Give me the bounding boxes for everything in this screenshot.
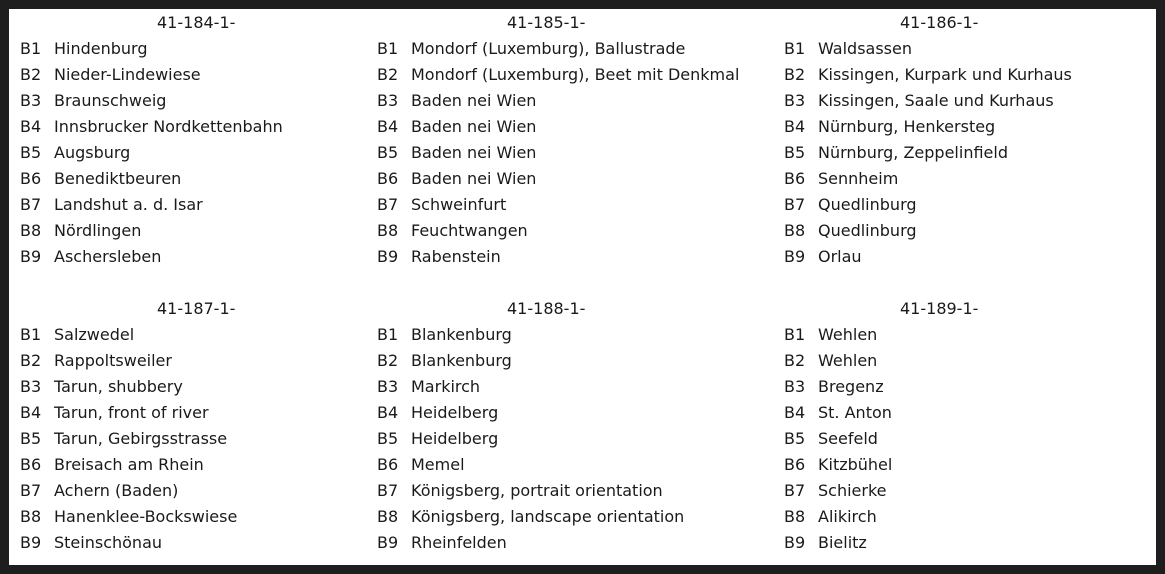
list-item [784, 530, 1165, 556]
item-name: Kissingen, Kurpark und Kurhaus [818, 65, 1072, 84]
item-code: B2 [20, 351, 42, 370]
list-item [20, 88, 420, 114]
item-name: Memel [411, 455, 465, 474]
item-code: B7 [20, 481, 42, 500]
item-code: B4 [20, 403, 42, 422]
list-item [20, 452, 420, 478]
list-item [20, 36, 420, 62]
item-code: B7 [377, 195, 399, 214]
list-item [377, 504, 777, 530]
item-name: Rheinfelden [411, 533, 507, 552]
item-code: B1 [20, 325, 42, 344]
catalog-group [377, 10, 777, 270]
list-item [377, 478, 777, 504]
catalog-group [377, 296, 777, 556]
item-name: Tarun, front of river [54, 403, 209, 422]
item-name: Innsbrucker Nordkettenbahn [54, 117, 283, 136]
list-item [377, 36, 777, 62]
item-name: Alikirch [818, 507, 877, 526]
item-name: Landshut a. d. Isar [54, 195, 203, 214]
list-item [377, 244, 777, 270]
list-item [377, 348, 777, 374]
item-code: B3 [784, 377, 806, 396]
item-code: B5 [784, 143, 806, 162]
list-item [20, 478, 420, 504]
item-name: Blankenburg [411, 325, 512, 344]
list-item [20, 400, 420, 426]
item-code: B8 [377, 221, 399, 240]
item-name: Nieder-Lindewiese [54, 65, 201, 84]
item-name: Breisach am Rhein [54, 455, 204, 474]
item-code: B6 [20, 169, 42, 188]
item-name: Wehlen [818, 351, 878, 370]
list-item [784, 244, 1165, 270]
item-name: Baden nei Wien [411, 117, 537, 136]
item-name: Rabenstein [411, 247, 501, 266]
list-item [784, 348, 1165, 374]
list-item [377, 62, 777, 88]
list-item [784, 192, 1165, 218]
list-item [377, 530, 777, 556]
item-name: St. Anton [818, 403, 892, 422]
group-title: 41-186-1- [900, 13, 979, 32]
item-code: B4 [20, 117, 42, 136]
item-name: Blankenburg [411, 351, 512, 370]
item-code: B7 [20, 195, 42, 214]
item-name: Steinschönau [54, 533, 163, 552]
list-item [784, 140, 1165, 166]
item-name: Braunschweig [54, 91, 167, 110]
list-item [20, 348, 420, 374]
item-name: Augsburg [54, 143, 131, 162]
item-code: B6 [784, 455, 806, 474]
list-item [20, 374, 420, 400]
item-code: B9 [377, 247, 399, 266]
item-code: B8 [20, 507, 42, 526]
item-code: B6 [20, 455, 42, 474]
group-title: 41-188-1- [507, 299, 586, 318]
item-code: B1 [20, 39, 42, 58]
list-item [784, 114, 1165, 140]
list-item [377, 400, 777, 426]
item-code: B4 [784, 403, 806, 422]
item-name: Wehlen [818, 325, 878, 344]
list-item [20, 62, 420, 88]
item-code: B7 [377, 481, 399, 500]
catalog-group [20, 296, 420, 556]
item-name: Baden nei Wien [411, 91, 537, 110]
catalog-group [20, 10, 420, 270]
list-item [20, 192, 420, 218]
group-title: 41-189-1- [900, 299, 979, 318]
list-item [784, 166, 1165, 192]
item-name: Kissingen, Saale und Kurhaus [818, 91, 1054, 110]
list-item [377, 452, 777, 478]
item-code: B5 [20, 429, 42, 448]
list-item [377, 166, 777, 192]
item-name: Seefeld [818, 429, 878, 448]
list-item [784, 426, 1165, 452]
catalog-group [784, 296, 1165, 556]
list-item [377, 322, 777, 348]
item-code: B5 [377, 429, 399, 448]
item-name: Bielitz [818, 533, 867, 552]
list-item [377, 192, 777, 218]
item-code: B9 [784, 247, 806, 266]
list-item [377, 218, 777, 244]
item-code: B1 [784, 325, 806, 344]
item-code: B5 [377, 143, 399, 162]
list-item [377, 426, 777, 452]
item-name: Nürnburg, Henkersteg [818, 117, 996, 136]
item-name: Kitzbühel [818, 455, 893, 474]
item-code: B2 [20, 65, 42, 84]
item-name: Bregenz [818, 377, 884, 396]
list-item [20, 218, 420, 244]
item-name: Rappoltsweiler [54, 351, 172, 370]
item-name: Schweinfurt [411, 195, 507, 214]
group-title: 41-184-1- [157, 13, 236, 32]
item-code: B7 [784, 481, 806, 500]
item-code: B9 [20, 533, 42, 552]
list-item [784, 452, 1165, 478]
item-name: Mondorf (Luxemburg), Ballustrade [411, 39, 686, 58]
item-name: Waldsassen [818, 39, 912, 58]
item-name: Aschersleben [54, 247, 162, 266]
item-code: B6 [377, 169, 399, 188]
item-name: Hindenburg [54, 39, 148, 58]
group-title: 41-187-1- [157, 299, 236, 318]
list-item [377, 88, 777, 114]
item-name: Tarun, Gebirgsstrasse [54, 429, 228, 448]
list-item [784, 62, 1165, 88]
item-code: B3 [377, 377, 399, 396]
item-name: Achern (Baden) [54, 481, 179, 500]
item-code: B1 [377, 325, 399, 344]
item-code: B7 [784, 195, 806, 214]
item-code: B3 [784, 91, 806, 110]
item-code: B3 [20, 91, 42, 110]
item-name: Sennheim [818, 169, 899, 188]
item-code: B9 [377, 533, 399, 552]
item-code: B8 [784, 507, 806, 526]
item-code: B2 [784, 65, 806, 84]
item-code: B6 [784, 169, 806, 188]
list-item [377, 374, 777, 400]
item-name: Orlau [818, 247, 862, 266]
list-item [784, 504, 1165, 530]
list-item [20, 114, 420, 140]
item-code: B9 [784, 533, 806, 552]
item-name: Baden nei Wien [411, 169, 537, 188]
list-item [377, 114, 777, 140]
list-item [784, 478, 1165, 504]
item-name: Benediktbeuren [54, 169, 182, 188]
list-item [20, 322, 420, 348]
item-code: B4 [377, 403, 399, 422]
list-item [784, 36, 1165, 62]
item-name: Nördlingen [54, 221, 142, 240]
item-name: Königsberg, landscape orientation [411, 507, 685, 526]
item-name: Quedlinburg [818, 221, 917, 240]
list-item [20, 426, 420, 452]
item-code: B2 [377, 65, 399, 84]
list-item [377, 140, 777, 166]
list-item [20, 166, 420, 192]
list-item [784, 218, 1165, 244]
list-item [784, 88, 1165, 114]
item-name: Schierke [818, 481, 887, 500]
item-name: Quedlinburg [818, 195, 917, 214]
list-item [20, 244, 420, 270]
item-code: B2 [784, 351, 806, 370]
item-code: B8 [20, 221, 42, 240]
list-item [20, 504, 420, 530]
item-code: B9 [20, 247, 42, 266]
item-code: B4 [784, 117, 806, 136]
item-name: Markirch [411, 377, 481, 396]
item-code: B2 [377, 351, 399, 370]
item-code: B8 [377, 507, 399, 526]
list-item [20, 530, 420, 556]
list-item [784, 322, 1165, 348]
item-code: B3 [377, 91, 399, 110]
list-item [20, 140, 420, 166]
catalog-group [784, 10, 1165, 270]
item-code: B1 [377, 39, 399, 58]
item-code: B5 [784, 429, 806, 448]
item-name: Königsberg, portrait orientation [411, 481, 663, 500]
item-name: Hanenklee-Bockswiese [54, 507, 238, 526]
item-name: Heidelberg [411, 403, 499, 422]
item-name: Feuchtwangen [411, 221, 528, 240]
item-name: Mondorf (Luxemburg), Beet mit Denkmal [411, 65, 740, 84]
item-name: Baden nei Wien [411, 143, 537, 162]
item-name: Salzwedel [54, 325, 135, 344]
list-item [784, 400, 1165, 426]
item-code: B3 [20, 377, 42, 396]
item-name: Nürnburg, Zeppelinfield [818, 143, 1008, 162]
item-code: B5 [20, 143, 42, 162]
item-code: B6 [377, 455, 399, 474]
item-code: B1 [784, 39, 806, 58]
list-item [784, 374, 1165, 400]
group-title: 41-185-1- [507, 13, 586, 32]
item-code: B8 [784, 221, 806, 240]
item-name: Tarun, shubbery [54, 377, 183, 396]
item-name: Heidelberg [411, 429, 499, 448]
item-code: B4 [377, 117, 399, 136]
